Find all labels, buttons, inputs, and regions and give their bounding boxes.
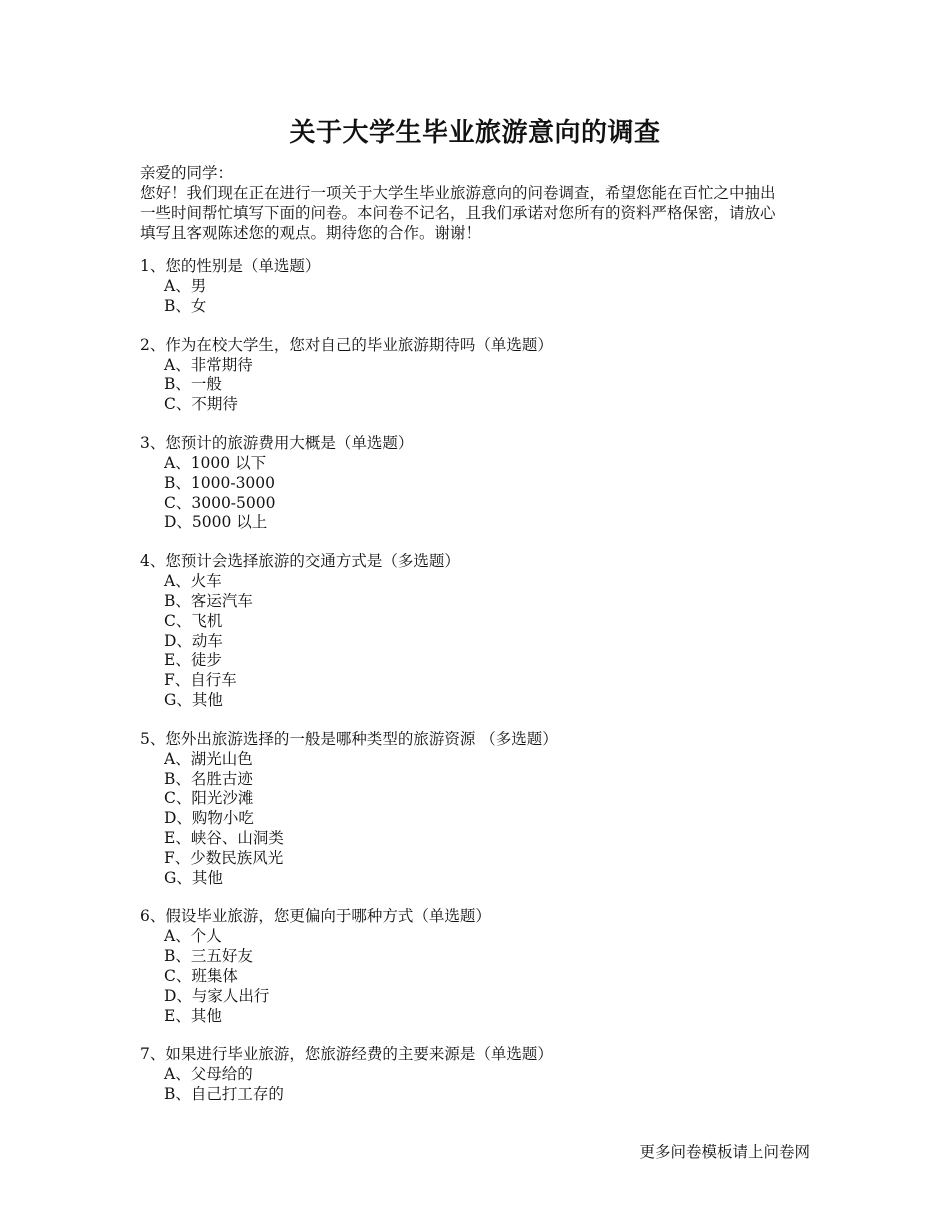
question-text: 4、您预计会选择旅游的交通方式是（多选题） [140,552,460,571]
intro-paragraph [140,163,812,243]
option-item: C、阳光沙滩 [164,789,254,808]
intro-greeting: 亲爱的同学： [140,164,234,182]
option-item: A、男 [164,277,207,295]
option-item: C、不期待 [164,395,238,414]
option-item: E、峡谷、山洞类 [164,828,284,847]
intro-line: 填写且客观陈述您的观点。期待您的合作。谢谢！ [140,224,482,242]
option-item: C、飞机 [164,611,223,630]
option-item: G、其他 [164,868,223,887]
option-item: F、少数民族风光 [164,848,284,867]
option-item: B、一般 [164,375,222,394]
option-item: B、女 [164,296,207,315]
option-item: A、湖光山色 [164,749,253,768]
question-text: 3、您预计的旅游费用大概是（单选题） [140,433,414,452]
question-text: 6、假设毕业旅游，您更偏向于哪种方式（单选题） [140,907,491,926]
option-item: D、购物小吃 [164,809,254,828]
option-item: D、5000 以上 [164,513,268,532]
option-item: B、1000-3000 [164,473,276,492]
question-2 [140,335,820,414]
question-text: 7、如果进行毕业旅游，您旅游经费的主要来源是（单选题） [140,1045,553,1064]
option-item: A、父母给的 [164,1065,253,1084]
option-item: D、与家人出行 [164,986,270,1005]
question-4 [140,551,820,710]
question-text: 2、作为在校大学生，您对自己的毕业旅游期待吗（单选题） [140,335,553,354]
intro-line: 您好！我们现在正在进行一项关于大学生毕业旅游意向的问卷调查，希望您能在百忙之中抽出 [140,184,776,202]
option-item: A、个人 [164,927,222,946]
option-item: G、其他 [164,690,223,709]
question-3 [140,433,820,532]
option-item: E、徒步 [164,651,222,670]
question-6 [140,906,820,1025]
question-1 [140,256,820,316]
footer-note: 更多问卷模板请上问卷网 [639,1143,810,1161]
option-item: A、1000 以下 [164,453,267,472]
option-item: B、自己打工存的 [164,1085,284,1104]
option-item: B、三五好友 [164,947,253,966]
question-text: 1、您的性别是（单选题） [140,257,321,275]
page-title: 关于大学生毕业旅游意向的调查 [289,118,661,148]
option-item: A、火车 [164,572,222,591]
intro-line: 一些时间帮忙填写下面的问卷。本问卷不记名，且我们承诺对您所有的资料严格保密，请放心 [140,204,776,222]
option-item: D、动车 [164,631,223,650]
option-item: C、班集体 [164,966,238,985]
option-item: C、3000-5000 [164,493,276,512]
option-item: F、自行车 [164,671,237,690]
question-text: 5、您外出旅游选择的一般是哪种类型的旅游资源 （多选题） [140,729,558,748]
question-5 [140,729,820,888]
option-item: B、名胜古迹 [164,769,253,788]
option-item: A、非常期待 [164,355,253,374]
option-item: E、其他 [164,1006,222,1025]
question-list [140,256,820,1123]
option-item: B、客运汽车 [164,591,253,610]
question-7 [140,1044,820,1104]
